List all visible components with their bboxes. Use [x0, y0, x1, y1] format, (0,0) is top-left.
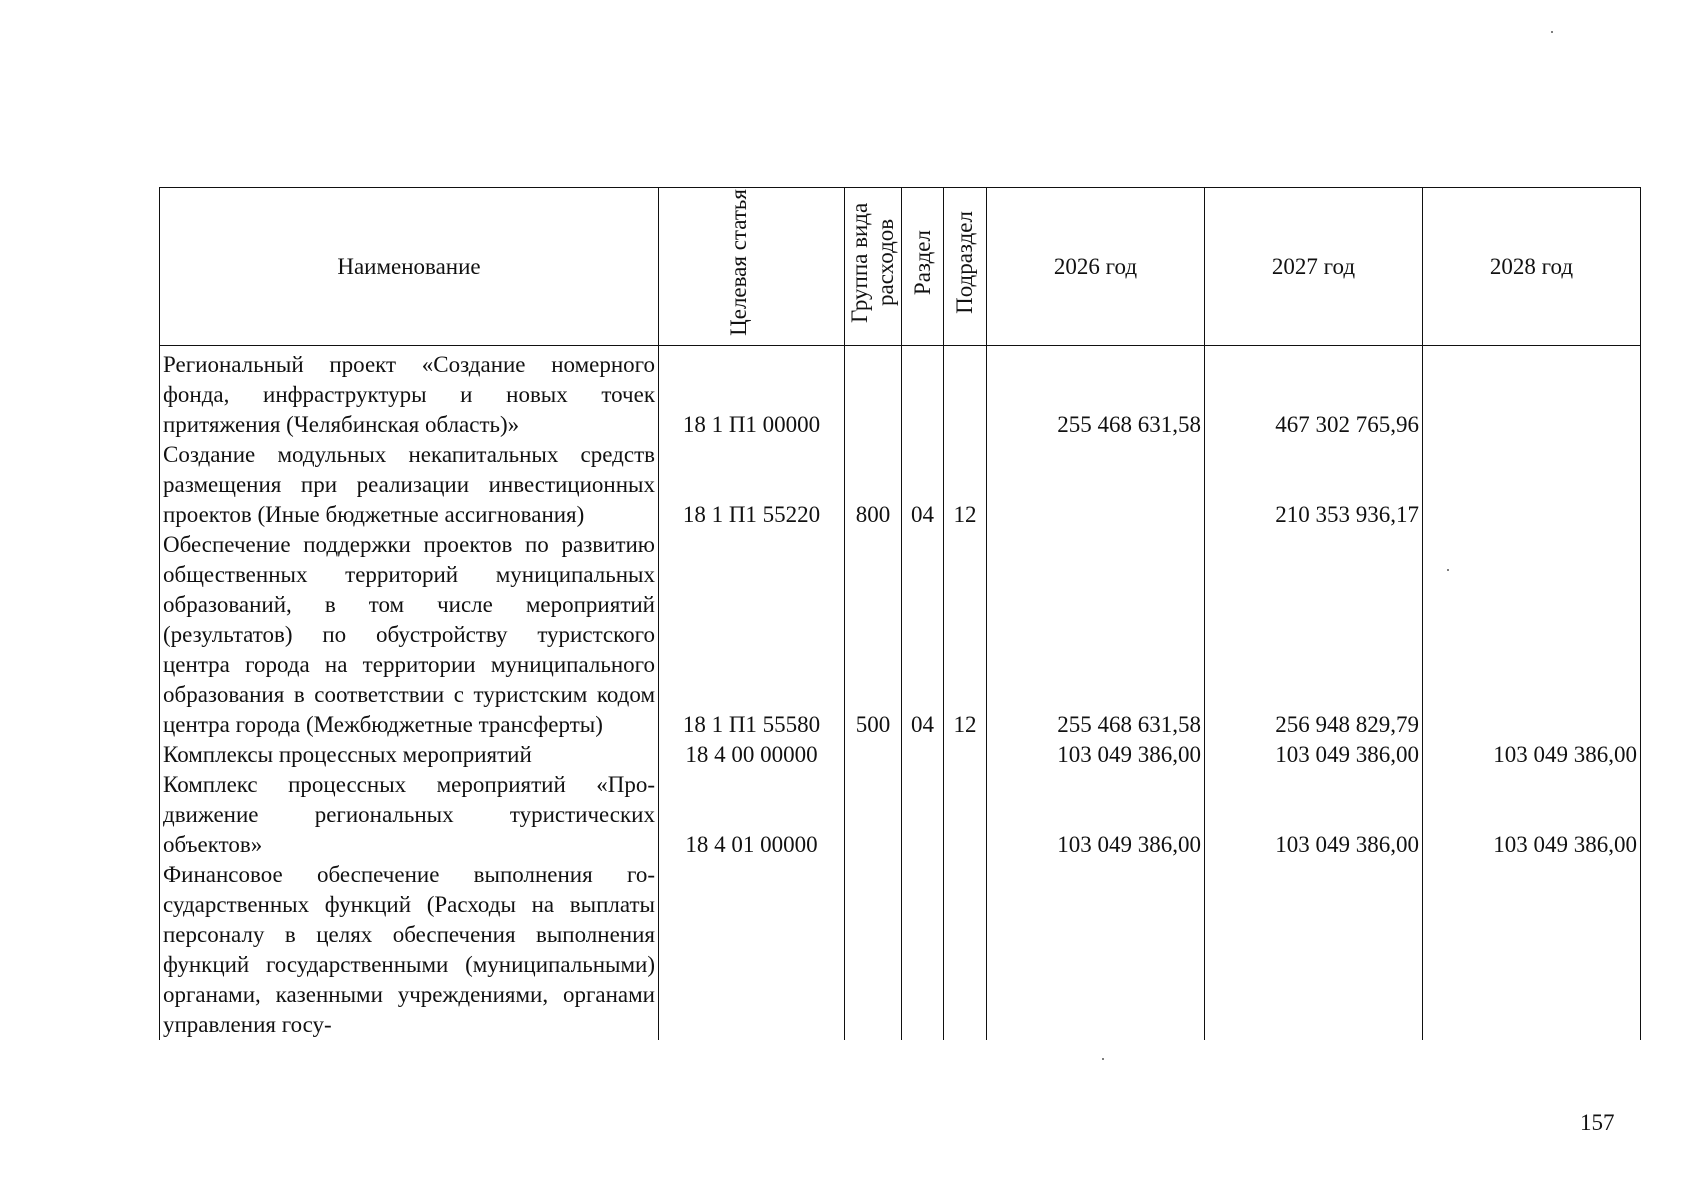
page-number: 157: [1580, 1110, 1615, 1135]
row-2027: 103 049 386,00: [1205, 770, 1423, 860]
table-row: [160, 346, 1641, 441]
row-name: Создание модульных некапитальных средств размещения при реализации инвестиционных проектов (Иные бюджетные ассигнования): [160, 440, 659, 530]
row-section: 04: [902, 440, 944, 530]
row-name: Комплексы процессных мероприятий: [160, 740, 659, 770]
row-2026: [987, 860, 1205, 1040]
row-2027: [1205, 860, 1423, 1040]
row-code: 18 1 П1 55580: [659, 530, 845, 740]
header-2027: 2027 год: [1205, 188, 1423, 346]
row-name: Комплекс процессных мероприятий «Продвижение региональных туристических объектов»: [160, 770, 659, 860]
row-code: 18 1 П1 55220: [659, 440, 845, 530]
header-2026: 2026 год: [987, 188, 1205, 346]
row-section: [902, 346, 944, 441]
header-target-article: Целевая статья: [659, 188, 845, 346]
row-name: Финансовое обеспечение выполнения государственных функций (Расходы на выплаты персоналу в целях обеспечения выполнения функций государственными (муниципальными) органами, казенными учреждениями, органами управления госу-: [160, 860, 659, 1040]
table-row: [160, 740, 1641, 770]
row-subsection: [944, 770, 987, 860]
header-row: [160, 188, 1641, 346]
row-section: [902, 770, 944, 860]
row-2028: 103 049 386,00: [1423, 770, 1641, 860]
row-2028: 103 049 386,00: [1423, 740, 1641, 770]
row-subsection: [944, 860, 987, 1040]
row-2026: 255 468 631,58: [987, 530, 1205, 740]
row-group: 800: [845, 440, 902, 530]
row-2027: 210 353 936,17: [1205, 440, 1423, 530]
row-group: [845, 770, 902, 860]
row-section: [902, 740, 944, 770]
row-group: [845, 740, 902, 770]
row-subsection: [944, 740, 987, 770]
row-2026: 103 049 386,00: [987, 770, 1205, 860]
header-section: Раздел: [902, 188, 944, 346]
row-code: 18 1 П1 00000: [659, 346, 845, 441]
row-2027: 103 049 386,00: [1205, 740, 1423, 770]
row-subsection: 12: [944, 530, 987, 740]
scan-speck: [1102, 1058, 1104, 1060]
row-section: [902, 860, 944, 1040]
row-2028: [1423, 530, 1641, 740]
header-subsection: Подраздел: [944, 188, 987, 346]
row-subsection: [944, 346, 987, 441]
row-2028: [1423, 346, 1641, 441]
row-code: [659, 860, 845, 1040]
row-2026: 103 049 386,00: [987, 740, 1205, 770]
row-name: Обеспечение поддержки проектов по развитию общественных территорий муниципальных образований, в том числе мероприятий (результатов) по обустройству туристского центра города на территории муниципального образования в соответствии с туристским кодом центра города (Межбюджетные трансферты): [160, 530, 659, 740]
row-2026: [987, 440, 1205, 530]
row-name: Региональный проект «Создание номерного фонда, инфраструктуры и новых точек притяжения (Челябинская область)»: [160, 346, 659, 441]
row-2027: 256 948 829,79: [1205, 530, 1423, 740]
table-row: [160, 440, 1641, 530]
header-2028: 2028 год: [1423, 188, 1641, 346]
row-group: [845, 346, 902, 441]
header-name: Наименование: [160, 188, 659, 346]
row-2028: [1423, 440, 1641, 530]
row-code: 18 4 01 00000: [659, 770, 845, 860]
table-row: [160, 530, 1641, 740]
row-subsection: 12: [944, 440, 987, 530]
row-section: 04: [902, 530, 944, 740]
row-code: 18 4 00 00000: [659, 740, 845, 770]
row-2026: 255 468 631,58: [987, 346, 1205, 441]
row-group: 500: [845, 530, 902, 740]
row-2027: 467 302 765,96: [1205, 346, 1423, 441]
header-expense-group: Группа вида расходов: [845, 188, 902, 346]
table-row: [160, 770, 1641, 860]
budget-table: [159, 187, 1641, 1040]
row-group: [845, 860, 902, 1040]
table-row: [160, 860, 1641, 1040]
row-2028: [1423, 860, 1641, 1040]
scan-speck: [1551, 31, 1553, 33]
